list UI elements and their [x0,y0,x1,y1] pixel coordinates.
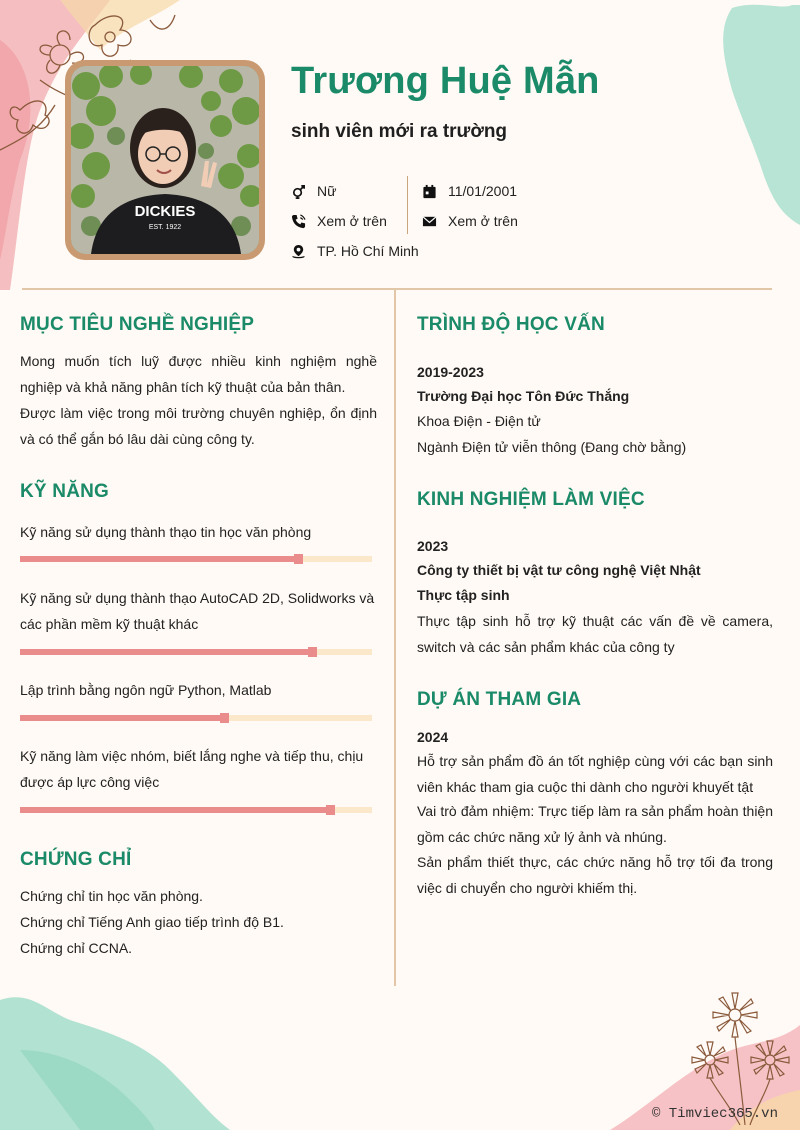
experience-company: Công ty thiết bị vật tư công nghệ Việt Nhật [417,562,701,578]
profile-photo [71,66,259,254]
skill-bar [20,649,372,655]
experience-year: 2023 [417,538,449,554]
address-value: TP. Hồ Chí Minh [317,243,419,259]
profile-photo-frame [65,60,265,260]
skill-bar [20,556,372,562]
certificates-heading: CHỨNG CHỈ [20,849,132,870]
career-goal-text-2: Được làm việc trong môi trường chuyên nghiệp, ổn định và có thể gắn bó lâu dài cùng công ty. [20,405,377,447]
skill-bar-fill [20,649,312,655]
shirt-sub-text: EST. 1922 [148,224,182,231]
skill-label: Kỹ năng sử dụng thành thạo AutoCAD 2D, Solidworks và các phần mềm kỹ thuật khác [20,590,375,632]
project-text-3: Sản phẩm thiết thực, các chức năng hỗ trợ tối đa trong việc di chuyển cho người khiếm thị. [417,854,773,896]
candidate-role: sinh viên mới ra trường [291,121,508,142]
candidate-name: Trương Huệ Mẫn [291,60,600,102]
skill-label: Kỹ năng làm việc nhóm, biết lắng nghe và tiếp thu, chịu được áp lực công việc [20,748,364,790]
email-value: Xem ở trên [448,213,518,229]
skill-bar-fill [20,715,224,721]
project-year: 2024 [417,729,449,745]
location-pin-icon [291,244,306,259]
education-faculty: Khoa Điện - Điện tử [417,413,541,429]
projects-heading: DỰ ÁN THAM GIA [417,689,582,710]
skill-bar-fill [20,556,298,562]
envelope-icon [422,214,437,229]
shirt-brand-text: DICKIES [134,203,196,220]
phone-value: Xem ở trên [317,213,387,229]
education-school: Trường Đại học Tôn Đức Thắng [417,388,630,404]
address-info [291,241,419,261]
watercolor-decoration-bottom-left [0,990,240,1130]
skill-bar-knob [326,805,335,815]
skill-bar-fill [20,807,330,813]
career-goal-heading: MỤC TIÊU NGHỀ NGHIỆP [20,314,255,335]
skill-bar-knob [294,554,303,564]
education-heading: TRÌNH ĐỘ HỌC VẤN [417,314,605,335]
gender-icon [291,184,306,199]
phone-icon [291,214,306,229]
skills-heading: KỸ NĂNG [20,481,110,502]
birthday-value: 11/01/2001 [448,183,518,199]
skill-bar-knob [308,647,317,657]
gender-info [291,181,336,201]
education-major: Ngành Điện tử viễn thông (Đang chờ bằng) [417,439,687,455]
certificate-item: Chứng chỉ Tiếng Anh giao tiếp trình độ B1. [20,914,284,930]
skill-bar [20,807,372,813]
gender-value: Nữ [317,183,337,199]
education-period: 2019-2023 [417,364,484,380]
skill-label: Kỹ năng sử dụng thành thạo tin học văn phòng [20,524,312,540]
calendar-icon [422,184,437,199]
skill-bar-knob [220,713,229,723]
skill-label: Lập trình bằng ngôn ngữ Python, Matlab [20,682,272,698]
watermark: © Timviec365.vn [651,1106,778,1122]
experience-position: Thực tập sinh [417,587,510,603]
career-goal-text-1: Mong muốn tích luỹ được nhiều kinh nghiệm nghề nghiệp và khả năng phân tích kỹ thuật của bản thân. [20,353,377,395]
experience-heading: KINH NGHIỆM LÀM VIỆC [417,489,645,510]
certificate-item: Chứng chỉ CCNA. [20,940,133,956]
project-text-1: Hỗ trợ sản phẩm đồ án tốt nghiệp cùng với các bạn sinh viên khác tham gia cuộc thi dành cho người khuyết tật [417,753,773,795]
experience-description: Thực tập sinh hỗ trợ kỹ thuật các vấn đề về camera, switch và các sản phẩm khác của công ty [417,613,773,655]
certificate-item: Chứng chỉ tin học văn phòng. [20,888,203,904]
project-text-2: Vai trò đảm nhiệm: Trực tiếp làm ra sản phẩm hoàn thiện gồm các chức năng xử lý ảnh và nhúng. [417,803,773,845]
birthday-info [422,181,517,201]
skill-bar [20,715,372,721]
header-divider [22,288,772,290]
column-divider [394,290,396,986]
phone-info [291,211,387,231]
email-info [422,211,518,231]
info-divider [407,176,408,234]
watercolor-decoration-top-right [712,0,800,230]
